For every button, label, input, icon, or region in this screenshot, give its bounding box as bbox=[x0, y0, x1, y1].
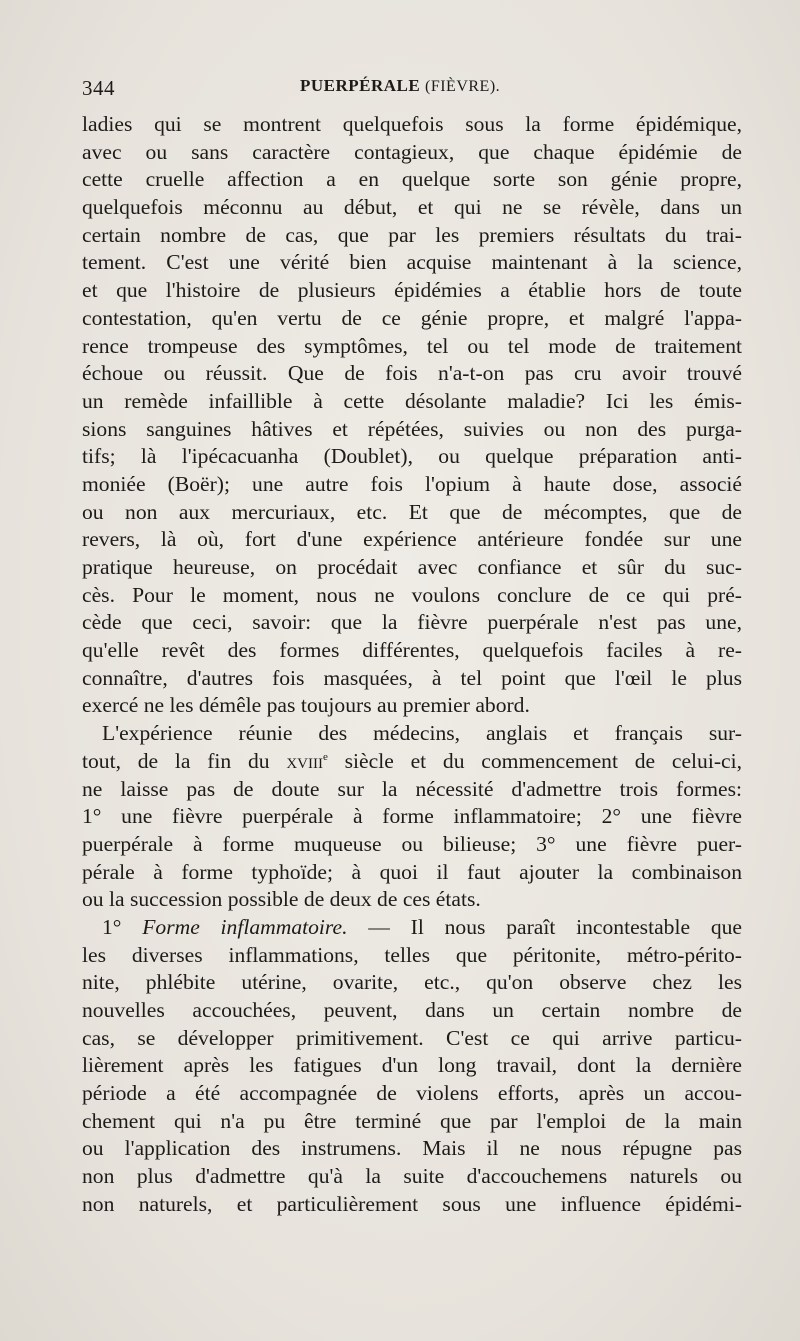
text-line: sions sanguines hâtives et répétées, suivies ou non des purga- bbox=[82, 416, 742, 441]
text-line: échoue ou réussit. Que de fois n'a-t-on pas cru avoir trouvé bbox=[82, 361, 742, 386]
text-line-lead bbox=[82, 914, 742, 942]
text-line: contestation, qu'en vertu de ce génie propre, et malgré l'appa- bbox=[82, 305, 742, 330]
text-line: et que l'histoire de plusieurs épidémies a établie hors de toute bbox=[82, 278, 742, 303]
text-line: 1° une fièvre puerpérale à forme inflammatoire; 2° une fièvre bbox=[82, 804, 742, 829]
text-line: ou la succession possible de deux de ces états. bbox=[82, 887, 481, 912]
text-line: ne laisse pas de doute sur la nécessité d'admettre trois formes: bbox=[82, 776, 742, 801]
text-line: lièrement après les fatigues d'un long travail, dont la dernière bbox=[82, 1053, 742, 1078]
text-line: tifs; là l'ipécacuanha (Doublet), ou quelque préparation anti- bbox=[82, 444, 742, 469]
text-line: nite, phlébite utérine, ovarite, etc., qu'on observe chez les bbox=[82, 970, 742, 995]
text-line: revers, là où, fort d'une expérience antérieure fondée sur une bbox=[82, 527, 742, 552]
section-number: 1° bbox=[102, 914, 122, 939]
text-line: pérale à forme typhoïde; à quoi il faut ajouter la combinaison bbox=[82, 859, 742, 884]
text-line: pratique heureuse, on procédait avec confiance et sûr du suc- bbox=[82, 555, 742, 579]
text-line: tement. C'est une vérité bien acquise maintenant à la science, bbox=[82, 250, 742, 275]
text-line: qu'elle revêt des formes différentes, quelquefois faciles à re- bbox=[82, 638, 742, 663]
text-line: cette cruelle affection a en quelque sorte son génie propre, bbox=[82, 167, 742, 192]
text-line: nouvelles accouchées, peuvent, dans un certain nombre de bbox=[82, 998, 742, 1022]
text-line: les diverses inflammations, telles que péritonite, métro-périto- bbox=[82, 942, 742, 967]
text-line: rence trompeuse des symptômes, tel ou tel mode de traitement bbox=[82, 333, 742, 358]
text-line: non naturels, et particulièrement sous une influence épidémi- bbox=[82, 1191, 742, 1216]
text-line: ou non aux mercuriaux, etc. Et que de mécomptes, que de bbox=[82, 499, 742, 524]
running-title bbox=[300, 76, 500, 96]
page-number: 344 bbox=[82, 76, 115, 100]
text-line: cède que ceci, savoir: que la fièvre puerpérale n'est pas une, bbox=[82, 610, 742, 635]
section-heading: Forme inflammatoire. bbox=[142, 914, 348, 939]
text-line: connaître, d'autres fois masquées, à tel point que l'œil le plus bbox=[82, 665, 742, 690]
text-line: avec ou sans caractère contagieux, que chaque épidémie de bbox=[82, 139, 742, 164]
text-line: un remède infaillible à cette désolante maladie? Ici les émis- bbox=[82, 388, 742, 413]
text-line: ou l'application des instrumens. Mais il ne nous répugne pas bbox=[82, 1136, 742, 1161]
text-line: non plus d'admettre qu'à la suite d'accouchemens naturels ou bbox=[82, 1164, 742, 1189]
body-text bbox=[82, 111, 742, 1219]
text-line: exercé ne les démêle pas toujours au premier abord. bbox=[82, 693, 530, 718]
text-line: L'expérience réunie des médecins, anglais et français sur- bbox=[102, 721, 742, 746]
text-line: moniée (Boër); une autre fois l'opium à haute dose, associé bbox=[82, 471, 742, 496]
text-line: quelquefois méconnu au début, et qui ne se révèle, dans un bbox=[82, 195, 742, 220]
section-lead-text: — Il nous paraît incontestable que bbox=[347, 914, 742, 939]
text-line: chement qui n'a pu être terminé que par l'emploi de la main bbox=[82, 1108, 742, 1133]
text-line: tout, de la fin du xviii$^e$ siècle et du commencement de celui-ci, bbox=[82, 748, 742, 773]
text-line: ladies qui se montrent quelquefois sous la forme épidémique, bbox=[82, 112, 742, 136]
text-line: certain nombre de cas, que par les premiers résultats du trai- bbox=[82, 222, 742, 247]
text-line: cas, se développer primitivement. C'est ce qui arrive particu- bbox=[82, 1025, 742, 1050]
text-line: période a été accompagnée de violens efforts, après un accou- bbox=[82, 1081, 742, 1106]
paragraph bbox=[82, 914, 742, 1219]
paragraph bbox=[82, 111, 742, 720]
page-header bbox=[82, 76, 742, 102]
running-title-main: PUERPÉRALE bbox=[300, 76, 421, 95]
paragraph bbox=[82, 720, 742, 914]
running-title-sub: (FIÈVRE). bbox=[424, 78, 501, 95]
text-line: cès. Pour le moment, nous ne voulons conclure de ce qui pré- bbox=[82, 582, 742, 607]
text-line: puerpérale à forme muqueuse ou bilieuse; 3° une fièvre puer- bbox=[82, 831, 742, 856]
